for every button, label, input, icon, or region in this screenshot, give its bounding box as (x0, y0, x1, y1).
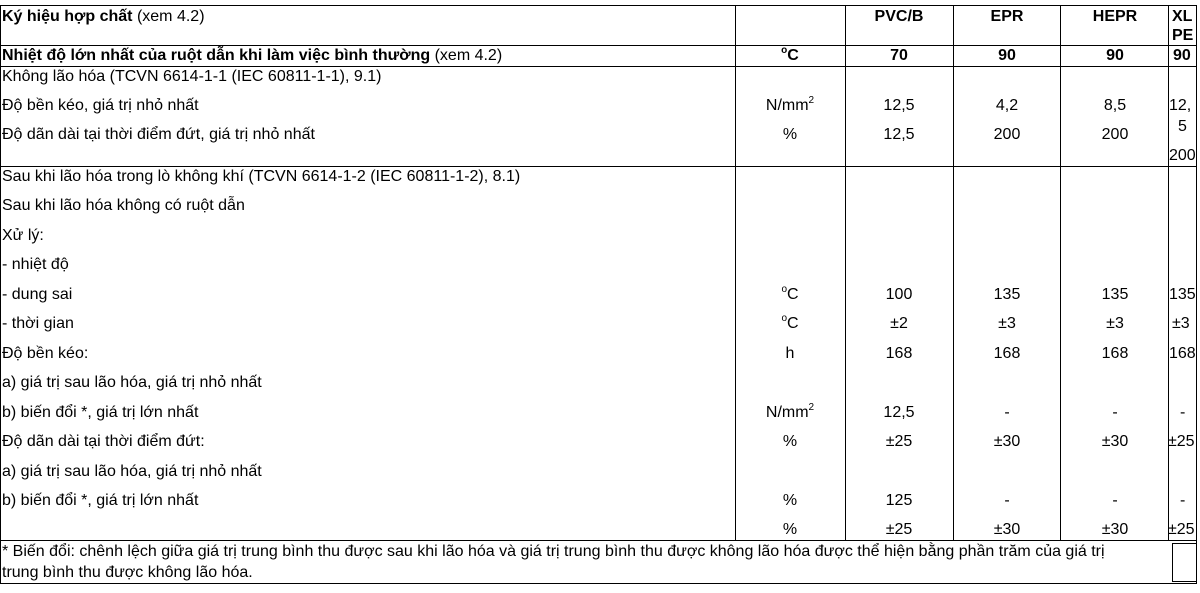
aged-row2-xlpe: ±3 (1172, 315, 1190, 332)
aged-row4-epr: - (1004, 404, 1010, 421)
tensile-value-pvcb: 12,5 (883, 97, 915, 114)
temp-value-epr: 90 (998, 47, 1016, 64)
label-tensile-aged-min: a) giá trị sau lão hóa, giá trị nhỏ nhất (2, 374, 262, 391)
aged-row1-epr: 135 (993, 286, 1021, 303)
elongation-unit: % (782, 126, 798, 143)
aged-row3-hepr: 168 (1101, 345, 1129, 362)
elongation-value-epr: 200 (993, 126, 1021, 143)
label-elongation-aged-min: a) giá trị sau lão hóa, giá trị nhỏ nhất (2, 463, 262, 480)
elongation-value-xlpe: 200 (1169, 147, 1196, 164)
header-col-hepr: HEPR (1092, 8, 1138, 25)
tensile-value-epr: 4,2 (995, 97, 1019, 114)
aged-row1-hepr: 135 (1101, 286, 1129, 303)
section2-subtitle: Sau khi lão hóa không có ruột dẫn (2, 197, 245, 214)
header-col-epr: EPR (990, 8, 1024, 25)
header-col-xlpe-line1: XL (1172, 8, 1193, 25)
aged-row6-pvcb: 125 (885, 492, 913, 509)
aged-row7-unit: % (782, 521, 798, 538)
aged-row4-unit-text: N/mm (765, 404, 809, 421)
aged-row4-pvcb: 12,5 (883, 404, 915, 421)
aged-row2-epr: ±3 (998, 315, 1016, 332)
aged-row6-xlpe: - (1180, 492, 1186, 509)
temp-ref: (xem 4.2) (430, 47, 503, 64)
aged-row7-xlpe: ±25 (1168, 521, 1195, 538)
aged-row3-unit: h (785, 345, 795, 362)
aged-row1-xlpe: 135 (1169, 286, 1196, 303)
aged-row1-degree: o (781, 284, 787, 295)
aged-row1-unit-c: C (787, 286, 799, 303)
label-treatment: Xử lý: (2, 227, 44, 244)
aged-row7-epr: ±30 (993, 521, 1021, 538)
temp-value-xlpe: 90 (1173, 47, 1191, 64)
aged-row3-pvcb: 168 (885, 345, 913, 362)
tensile-unit-sup: 2 (808, 95, 815, 106)
aged-row2-hepr: ±3 (1106, 315, 1124, 332)
header-symbol-ref: (xem 4.2) (132, 8, 205, 25)
aged-row4-unit (766, 404, 814, 422)
aged-row5-hepr: ±30 (1101, 433, 1129, 450)
temp-unit (781, 47, 799, 65)
aged-row5-xlpe: ±25 (1168, 433, 1195, 450)
aged-row5-unit: % (782, 433, 798, 450)
footnote-line1: * Biến đổi: chênh lệch giữa giá trị trung bình thu được sau khi lão hóa và giá trị trung bình thu được không lão hóa được thể hiện bằng phần trăm của giá trị (2, 543, 1105, 560)
temp-value-hepr: 90 (1106, 47, 1124, 64)
aged-row6-unit: % (782, 492, 798, 509)
header-symbol (2, 8, 205, 26)
aged-row4-xlpe: - (1180, 404, 1186, 421)
section1-title: Không lão hóa (TCVN 6614-1-1 (IEC 60811-1-1), 9.1) (2, 68, 382, 85)
elongation-value-hepr: 200 (1101, 126, 1129, 143)
tensile-unit-text: N/mm (765, 97, 809, 114)
aged-row4-hepr: - (1112, 404, 1118, 421)
aged-row3-epr: 168 (993, 345, 1021, 362)
temp-value-pvcb: 70 (890, 47, 908, 64)
tensile-value-xlpe-a: 12, (1169, 97, 1192, 114)
aged-row4-unit-sup: 2 (808, 402, 815, 413)
label-duration: - thời gian (2, 315, 74, 332)
elongation-label: Độ dãn dài tại thời điểm đứt, giá trị nhỏ nhất (2, 126, 315, 143)
tensile-label: Độ bền kéo, giá trị nhỏ nhất (2, 97, 199, 114)
aged-row5-pvcb: ±25 (885, 433, 913, 450)
temp-label: Nhiệt độ lớn nhất của ruột dẫn khi làm việc bình thường (2, 47, 431, 64)
aged-row2-degree: o (781, 313, 787, 324)
elongation-value-pvcb: 12,5 (883, 126, 915, 143)
aged-row2-pvcb: ±2 (890, 315, 908, 332)
aged-row1-pvcb: 100 (885, 286, 913, 303)
tensile-unit (766, 97, 814, 115)
aged-row5-epr: ±30 (993, 433, 1021, 450)
aged-row2-unit-c: C (787, 315, 799, 332)
temp-unit-degree: o (781, 45, 788, 56)
aged-row6-epr: - (1004, 492, 1010, 509)
label-elongation-variation: b) biến đổi *, giá trị lớn nhất (2, 492, 199, 509)
temp-row-label (2, 47, 502, 65)
header-col-xlpe-line2: PE (1172, 27, 1194, 44)
aged-row1-unit (781, 286, 798, 304)
label-tolerance: - dung sai (2, 286, 73, 303)
aged-row7-pvcb: ±25 (885, 521, 913, 538)
tensile-value-hepr: 8,5 (1103, 97, 1127, 114)
aged-row7-hepr: ±30 (1101, 521, 1129, 538)
section2-title: Sau khi lão hóa trong lò không khí (TCVN 6614-1-2 (IEC 60811-1-2), 8.1) (2, 168, 521, 185)
footnote-line2: trung bình thu được không lão hóa. (2, 564, 253, 581)
header-symbol-label: Ký hiệu hợp chất (2, 8, 133, 25)
header-col-pvcb: PVC/B (874, 8, 924, 25)
temp-unit-c: C (787, 47, 799, 64)
aged-row2-unit (781, 315, 798, 333)
label-tensile-variation: b) biến đổi *, giá trị lớn nhất (2, 404, 199, 421)
label-elongation: Độ dãn dài tại thời điểm đứt: (2, 433, 205, 450)
tensile-value-xlpe-b: 5 (1178, 118, 1187, 135)
label-tensile-strength: Độ bền kéo: (2, 345, 89, 362)
label-temperature: - nhiệt độ (2, 256, 69, 273)
aged-row3-xlpe: 168 (1169, 345, 1196, 362)
aged-row6-hepr: - (1112, 492, 1118, 509)
